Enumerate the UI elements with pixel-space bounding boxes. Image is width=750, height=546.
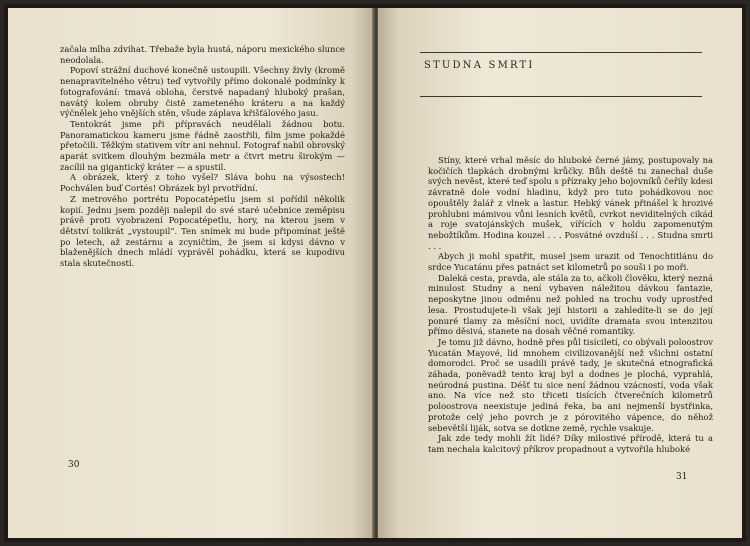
right-page: [378, 8, 742, 538]
left-page-text: [60, 44, 345, 269]
header-rule-top: [420, 52, 702, 53]
paragraph: A obrázek, který z toho vyšel? Sláva bohu na výsostech! Pochválen buď Cortés! Obrázek byl prvotřídní.: [60, 172, 345, 194]
left-page: [8, 8, 374, 538]
paragraph: Z metrového portrétu Popocatépetlu jsem si pořídil několik kopií. Jednu jsem později nalepil do své staré učebnice zeměpisu právě proti vyobrazení Popocatépetlu, hory, na kterou jsem v dětství tolikrát „vystoupil“. Ten snímek mi bude připomínat ještě po letech, až zestárnu a zcyničtím, že jsem si kdysi dávno v blaženějších dnech mládí vyprávěl pohádku, která se kupodivu stala skutečností.: [60, 193, 345, 269]
right-page-text: [428, 155, 713, 455]
book-spread: [4, 4, 746, 542]
paragraph: začala mlha zdvihat. Třebaže byla hustá, náporu mexického slunce neodolala.: [60, 44, 345, 65]
paragraph: Daleká cesta, pravda, ale stála za to, ačkoli člověku, který nezná minulost Studny a není vybaven náležitou dávkou fantazie, neposkytne jinou odměnu než pohled na trochu vody uprostřed lesa. Prostudujete-li však její historii a zahledíte-li se do její ponuré tlamy za měsíční noci, uvidíte dramata svou intenzitou přímo děsivá, stanete na dosah věčné romantiky.: [428, 272, 713, 337]
paragraph: Popoví strážní duchové konečně ustoupili. Všechny živly (kromě nenapravitelného větru) teď vytvořily přímo dokonalé podmínky k fotografování: tmavá obloha, čerstvě napadaný hluboký prašan, navátý kolem obruby čistě zameteného kráteru a na každý výčnělek jeho vnějších stěn, všude záplava křišťálového jasu.: [60, 65, 345, 119]
header-rule-bottom: [420, 96, 702, 97]
paragraph: Stíny, které vrhal měsíc do hluboké černé jámy, postupovaly na kočičích tlapkách drobnými krůčky. Bůh deště tu zanechal duše svých nevěst, které teď spolu s přízraky jeho bojovníků čeřily kdesi závratně dole vodní hladinu, když pro tuto pohádkovou noc opouštěly žalář z vlnek a lastur. Hebký vánek přinášel k hrozivé prohlubni mámivou vůni lesních květů, cvrkot neviditelných cikád a roje svatojánských mušek, vířících v holdu zapomenutým nebožtíkům. Hodina kouzel . . . Posvátné ovzduší . . . Studna smrti . . .: [428, 155, 713, 251]
paragraph: Je tomu již dávno, hodně přes půl tisíciletí, co obývali poloostrov Yucatán Mayové, lid mnohem civilizovanější než všichni ostatní domorodci. Proč se usadili právě tady, je skutečná etnografická záhada, poněvadž tento kraj byl a dodnes je plochá, vyprahlá, neúrodná pustina. Déšť tu sice není žádnou vzácností, voda však ano. Na více než sto třiceti tisících čtverečních kilometrů poloostrova neexistuje jediná řeka, ba ani nejmenší bystřinka, protože celý jeho povrch je z pórovitého vápence, do něhož sebevětší liják, sotva se dotkne země, rychle vsakuje.: [428, 336, 713, 433]
page-number-right: 31: [676, 472, 688, 482]
running-title: STUDNA SMRTI: [424, 60, 535, 71]
paragraph: Tentokrát jsme při přípravách neudělali žádnou botu. Panoramatickou kameru jsme řádně zaostřili, film jsme pokaždé přetočili. Těžkým stativem vítr ani nehnul. Fotograf nabil obrovský aparát svitkem dlouhým bezmála metr a čtvrt metru širokým — zacílil na gigantický kráter — a spustil.: [60, 118, 345, 172]
paragraph: Jak zde tedy mohli žít lidé? Díky milostivé přírodě, která tu a tam nechala kalcitový příkrov propadnout a vytvořila hluboké: [428, 433, 713, 454]
paragraph: Abych ji mohl spatřit, musel jsem urazit od Tenochtitlánu do srdce Yucatánu přes patnáct set kilometrů po souši i po moři.: [428, 251, 713, 273]
page-number-left: 30: [68, 460, 80, 470]
